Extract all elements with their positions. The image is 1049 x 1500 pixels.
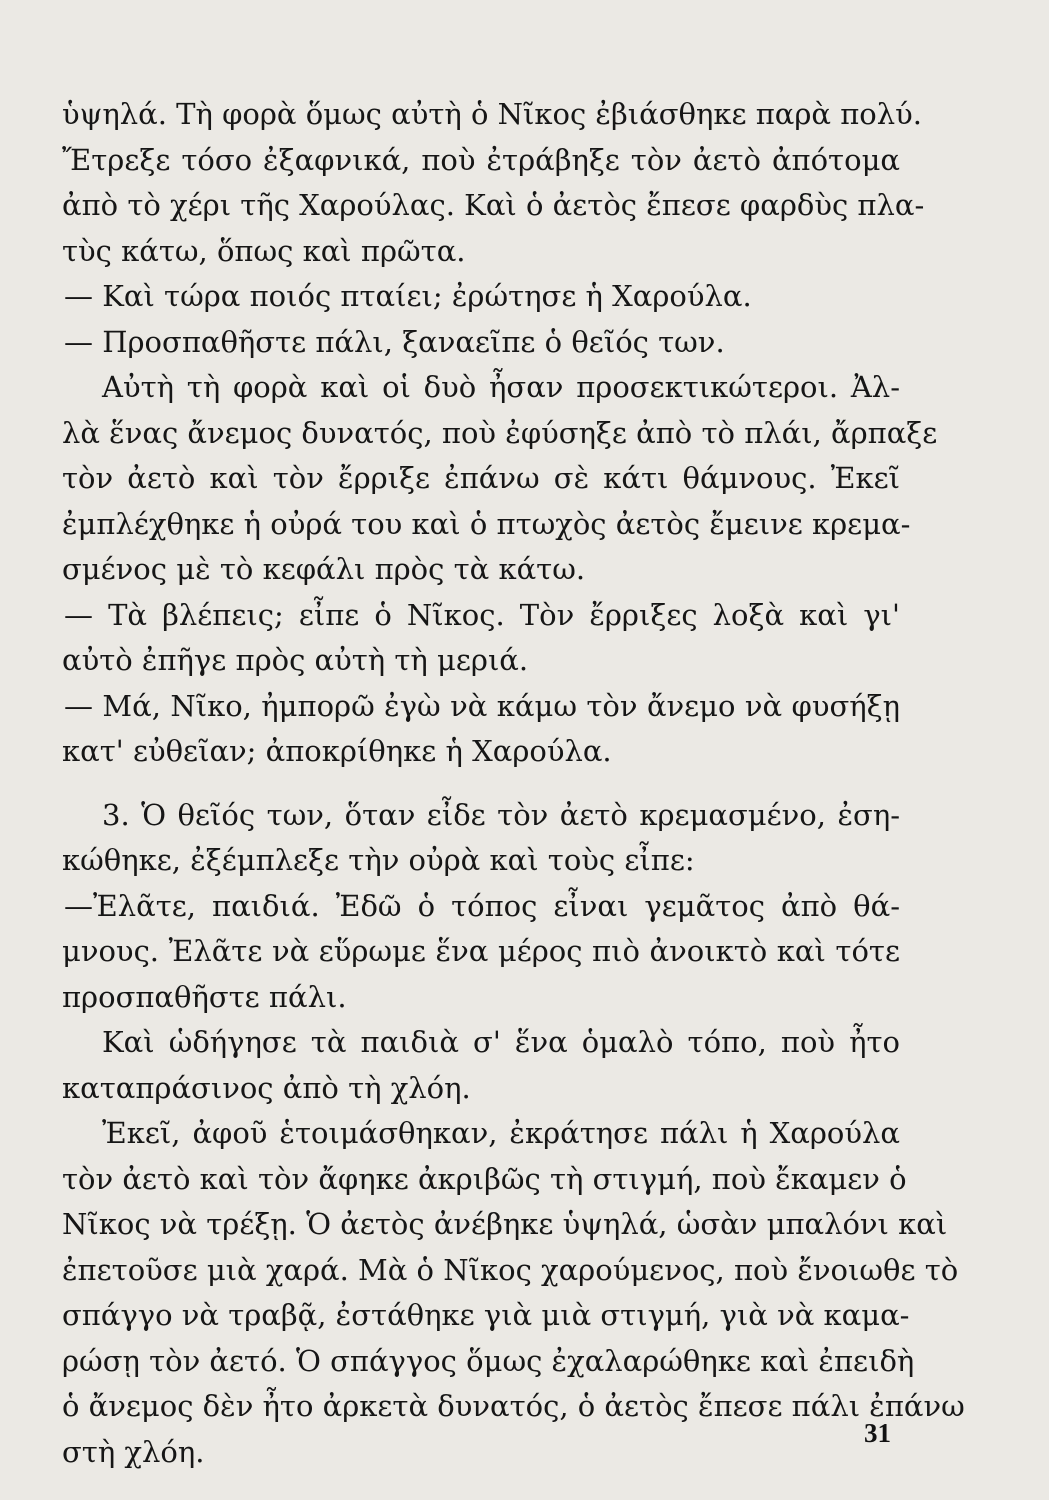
paragraph-start: Ἐκεῖ, ἀφοῦ ἑτοιμάσθηκαν, ἐκράτησε πάλι ἡ Χαρούλα (102, 1116, 900, 1150)
dialogue-line: —Ἐλᾶτε, παιδιά. Ἐδῶ ὁ τόπος εἶναι γεμᾶτος ἀπὸ θά- (64, 888, 900, 923)
text-line: τὸν ἀετὸ καὶ τὸν ἄφηκε ἀκριβῶς τὴ στιγμή, ποὺ ἔκαμεν ὁ (62, 1161, 907, 1196)
paragraph-start: Αὐτὴ τὴ φορὰ καὶ οἱ δυὸ ἦσαν προσεκτικώτεροι. Ἀλ- (102, 370, 900, 404)
body-text (62, 92, 965, 1475)
text-line: προσπαθῆστε πάλι. (62, 979, 347, 1014)
text-line: ἐπετοῦσε μιὰ χαρά. Μὰ ὁ Νῖκος χαρούμενος, ποὺ ἔνοιωθε τὸ (62, 1252, 959, 1287)
paragraph-start: Καὶ ὡδήγησε τὰ παιδιὰ σ' ἕνα ὁμαλὸ τόπο, ποὺ ἦτο (102, 1025, 900, 1059)
text-line: ἀπὸ τὸ χέρι τῆς Χαρούλας. Καὶ ὁ ἀετὸς ἔπεσε φαρδὺς πλα- (62, 188, 925, 222)
dialogue-line: — Καὶ τώρα ποιός πταίει; ἐρώτησε ἡ Χαρούλα. (64, 279, 752, 313)
text-line: ὑψηλά. Τὴ φορὰ ὅμως αὐτὴ ὁ Νῖκος ἐβιάσθηκε παρὰ πολύ. (62, 97, 922, 131)
text-line: Ἔτρεξε τόσο ἐξαφνικά, ποὺ ἐτράβηξε τὸν ἀετὸ ἀπότομα (62, 142, 900, 177)
dialogue-line: — Τὰ βλέπεις; εἶπε ὁ Νῖκος. Τὸν ἔρριξες λοξὰ καὶ γι' (64, 597, 900, 632)
text-line: ρώσῃ τὸν ἀετό. Ὁ σπάγγος ὅμως ἐχαλαρώθηκε καὶ ἐπειδὴ (62, 1343, 915, 1378)
dialogue-line: — Μά, Νῖκο, ἠμπορῶ ἐγὼ νὰ κάμω τὸν ἄνεμο νὰ φυσήξῃ (64, 688, 900, 723)
text-line: κατ' εὐθεῖαν; ἀποκρίθηκε ἡ Χαρούλα. (62, 734, 612, 768)
section-3-start: 3. Ὁ θεῖός των, ὅταν εἶδε τὸν ἀετὸ κρεμασμένο, ἐση- (102, 797, 900, 832)
text-line: αὐτὸ ἐπῆγε πρὸς αὐτὴ τὴ μεριά. (62, 643, 529, 677)
section-gap (62, 775, 900, 793)
text-line: Νῖκος νὰ τρέξῃ. Ὁ ἀετὸς ἀνέβηκε ὑψηλά, ὡσὰν μπαλόνι καὶ (62, 1207, 948, 1241)
text-line: τὺς κάτω, ὅπως καὶ πρῶτα. (62, 233, 466, 268)
dialogue-line: — Προσπαθῆστε πάλι, ξαναεῖπε ὁ θεῖός των. (64, 324, 725, 359)
text-line: σπάγγο νὰ τραβᾷ, ἐστάθηκε γιὰ μιὰ στιγμή, γιὰ νὰ καμα- (62, 1298, 910, 1332)
text-line: κώθηκε, ἐξέμπλεξε τὴν οὐρὰ καὶ τοὺς εἶπε: (62, 843, 695, 877)
page-number: 31 (864, 1418, 891, 1448)
text-line: ἐμπλέχθηκε ἡ οὐρά του καὶ ὁ πτωχὸς ἀετὸς ἔμεινε κρεμα- (62, 506, 911, 541)
text-line: στὴ χλόη. (62, 1434, 205, 1469)
text-line: καταπράσινος ἀπὸ τὴ χλόη. (62, 1070, 471, 1105)
text-line: μνους. Ἐλᾶτε νὰ εὕρωμε ἕνα μέρος πιὸ ἀνοικτὸ καὶ τότε (62, 934, 900, 968)
text-line: λὰ ἕνας ἄνεμος δυνατός, ποὺ ἐφύσηξε ἀπὸ τὸ πλάι, ἄρπαξε (62, 415, 938, 450)
text-line: τὸν ἀετὸ καὶ τὸν ἔρριξε ἐπάνω σὲ κάτι θάμνους. Ἐκεῖ (62, 461, 900, 495)
text-line: ὁ ἄνεμος δὲν ἦτο ἀρκετὰ δυνατός, ὁ ἀετὸς ἔπεσε πάλι ἐπάνω (62, 1389, 965, 1423)
text-line: σμένος μὲ τὸ κεφάλι πρὸς τὰ κάτω. (62, 552, 586, 586)
